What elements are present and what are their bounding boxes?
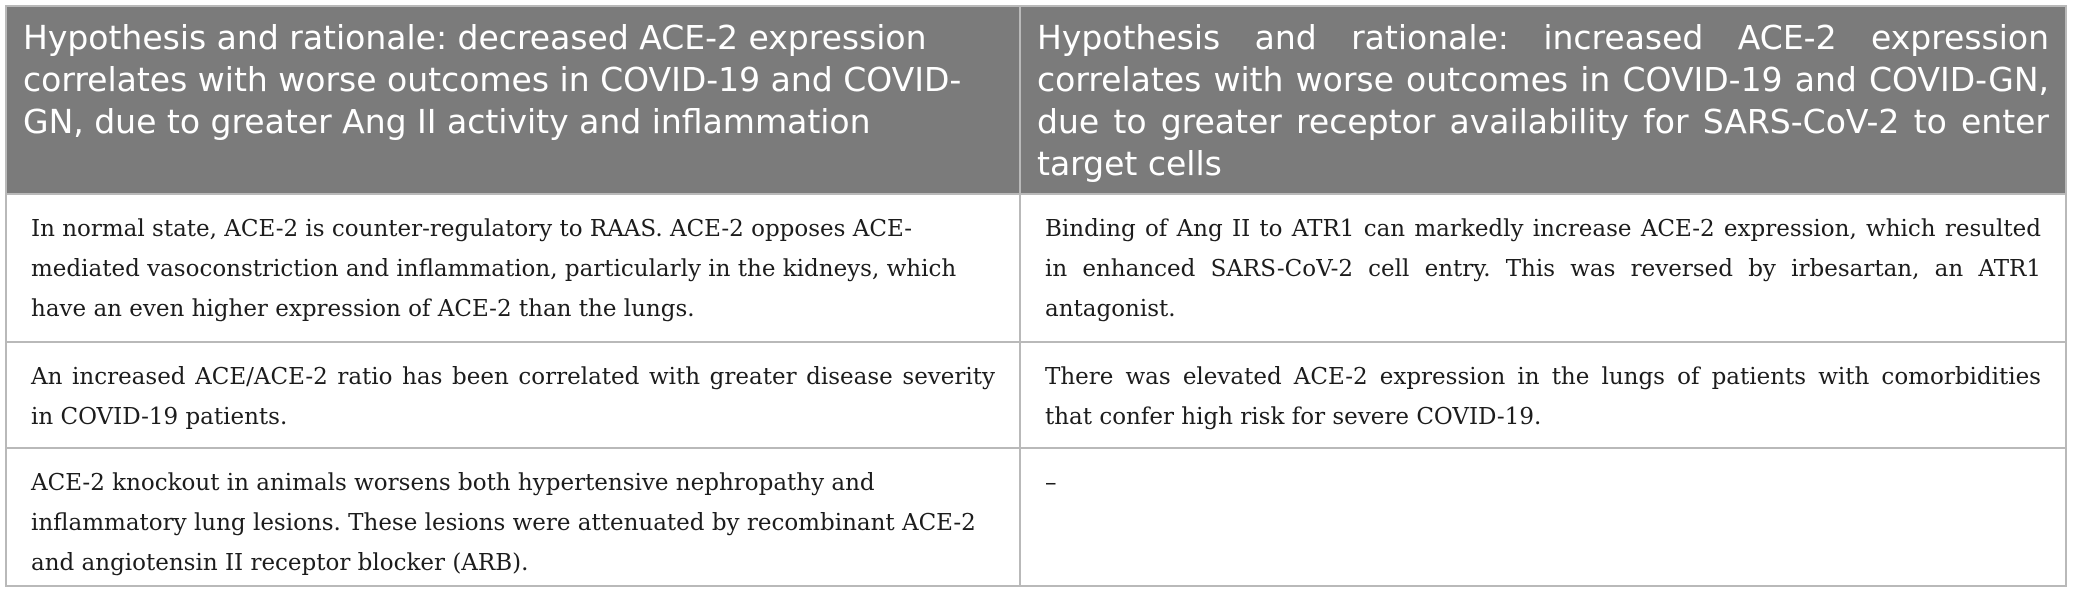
table-row (7, 342, 2065, 448)
table-cell: An increased ACE/ACE-2 ratio has been correlated with greater disease severity in COVID-19 patients. (7, 342, 1020, 448)
table-row (7, 448, 2065, 587)
comparison-table-container (5, 5, 2067, 587)
header-increased-ace2: Hypothesis and rationale: increased ACE-2 expression correlates with worse outcomes in COVID-19 and COVID-GN, due to greater receptor availability for SARS-CoV-2 to enter target cells (1020, 7, 2065, 194)
header-decreased-ace2: Hypothesis and rationale: decreased ACE-2 expression correlates with worse outcomes in COVID-19 and COVID-GN, due to greater Ang II activity and inflammation (7, 7, 1020, 194)
table-cell: In normal state, ACE-2 is counter-regulatory to RAAS. ACE-2 opposes ACE-mediated vasoconstriction and inflammation, particularly in the kidneys, which have an even higher expression of ACE-2 than the lungs. (7, 194, 1020, 342)
table-row (7, 194, 2065, 342)
table-header-row (7, 7, 2065, 194)
table-cell: – (1020, 448, 2065, 587)
table-cell: Binding of Ang II to ATR1 can markedly increase ACE-2 expression, which resulted in enhanced SARS-CoV-2 cell entry. This was reversed by irbesartan, an ATR1 antagonist. (1020, 194, 2065, 342)
table-cell: There was elevated ACE-2 expression in the lungs of patients with comorbidities that confer high risk for severe COVID-19. (1020, 342, 2065, 448)
hypothesis-comparison-table (7, 7, 2065, 587)
table-cell: ACE-2 knockout in animals worsens both hypertensive nephropathy and inflammatory lung lesions. These lesions were attenuated by recombinant ACE-2 and angiotensin II receptor blocker (ARB). (7, 448, 1020, 587)
